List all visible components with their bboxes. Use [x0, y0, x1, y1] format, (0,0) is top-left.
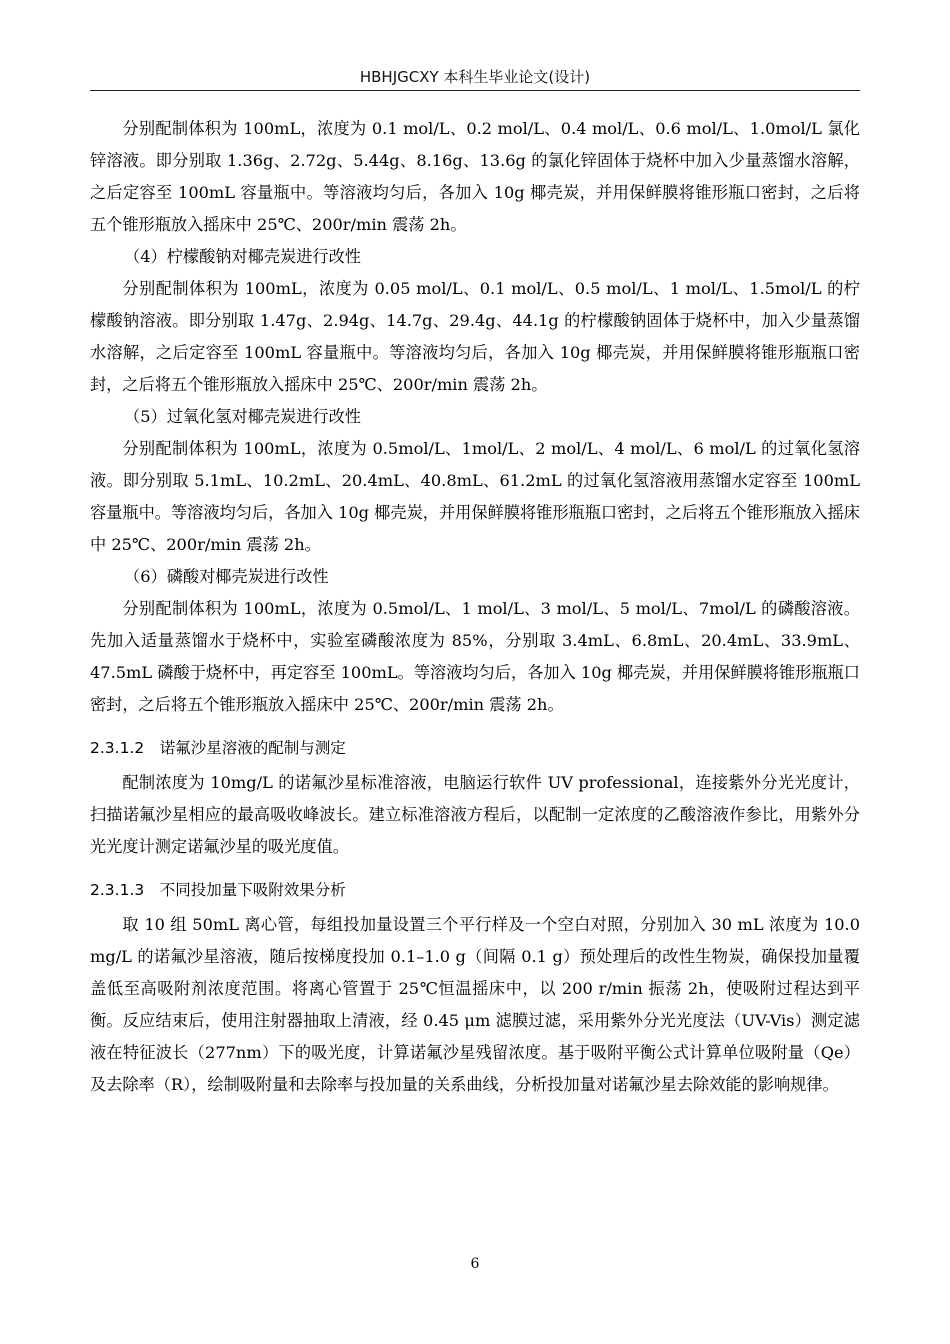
paragraph-zinc-chloride: 分别配制体积为 100mL，浓度为 0.1 mol/L、0.2 mol/L、0.4 mol/L、0.6 mol/L、1.0mol/L 氯化锌溶液。即分别取 1.36g、2.72g、5.44g、8.16g、13.6g 的氯化锌固体于烧杯中加入少量蒸馏水溶解，之后定容至 100mL 容量瓶中。等溶液均匀后，各加入 10g 椰壳炭，并用保鲜膜将锥形瓶口密封，之后将五个锥形瓶放入摇床中 25℃、200r/min 震荡 2h。 — [90, 119, 860, 234]
document-body — [90, 113, 860, 1101]
subheading-sodium-citrate: （4）柠檬酸钠对椰壳炭进行改性 — [124, 247, 361, 266]
paragraph-dosage-analysis: 取 10 组 50mL 离心管，每组投加量设置三个平行样及一个空白对照，分别加入 30 mL 浓度为 10.0 mg/L 的诺氟沙星溶液，随后按梯度投加 0.1–1.0 g（间隔 0.1 g）预处理后的改性生物炭，确保投加量覆盖低至高吸附剂浓度范围。将离心管置于 25℃恒温摇床中，以 200 r/min 振荡 2h，使吸附过程达到平衡。反应结束后，使用注射器抽取上清液，经 0.45 μm 滤膜过滤，采用紫外分光光度法（UV-Vis）测定滤液在特征波长（277nm）下的吸光度，计算诺氟沙星残留浓度。基于吸附平衡公式计算单位吸附量（Qe）及去除率（R），绘制吸附量和去除率与投加量的关系曲线，分析投加量对诺氟沙星去除效能的影响规律。 — [90, 915, 860, 1094]
page-number: 6 — [470, 1256, 480, 1272]
subheading-phosphoric-acid: （6）磷酸对椰壳炭进行改性 — [124, 567, 329, 586]
paragraph-hydrogen-peroxide: 分别配制体积为 100mL，浓度为 0.5mol/L、1mol/L、2 mol/L、4 mol/L、6 mol/L 的过氧化氢溶液。即分别取 5.1mL、10.2mL、20.4mL、40.8mL、61.2mL 的过氧化氢溶液用蒸馏水定容至 100mL 容量瓶中。等溶液均匀后，各加入 10g 椰壳炭，并用保鲜膜将锥形瓶瓶口密封，之后将五个锥形瓶放入摇床中 25℃、200r/min 震荡 2h。 — [90, 439, 860, 554]
section-heading-dosage-analysis: 2.3.1.3 不同投加量下吸附效果分析 — [90, 881, 346, 899]
section-heading-norfloxacin-solution: 2.3.1.2 诺氟沙星溶液的配制与测定 — [90, 739, 346, 757]
header-divider — [90, 90, 860, 91]
paragraph-phosphoric-acid: 分别配制体积为 100mL，浓度为 0.5mol/L、1 mol/L、3 mol/L、5 mol/L、7mol/L 的磷酸溶液。先加入适量蒸馏水于烧杯中，实验室磷酸浓度为 85%，分别取 3.4mL、6.8mL、20.4mL、33.9mL、47.5mL 磷酸于烧杯中，再定容至 100mL。等溶液均匀后，各加入 10g 椰壳炭，并用保鲜膜将锥形瓶瓶口密封，之后将五个锥形瓶放入摇床中 25℃、200r/min 震荡 2h。 — [90, 599, 860, 714]
paragraph-norfloxacin-solution: 配制浓度为 10mg/L 的诺氟沙星标准溶液，电脑运行软件 UV professional，连接紫外分光光度计，扫描诺氟沙星相应的最高吸收峰波长。建立标准溶液方程后，以配制一定浓度的乙酸溶液作参比，用紫外分光光度计测定诺氟沙星的吸光度值。 — [90, 773, 860, 856]
running-header: HBHJGCXY 本科生毕业论文(设计) — [359, 68, 591, 86]
subheading-hydrogen-peroxide: （5）过氧化氢对椰壳炭进行改性 — [124, 407, 361, 426]
paragraph-sodium-citrate: 分别配制体积为 100mL，浓度为 0.05 mol/L、0.1 mol/L、0.5 mol/L、1 mol/L、1.5mol/L 的柠檬酸钠溶液。即分别取 1.47g、2.94g、14.7g、29.4g、44.1g 的柠檬酸钠固体于烧杯中，加入少量蒸馏水溶解，之后定容至 100mL 容量瓶中。等溶液均匀后，各加入 10g 椰壳炭，并用保鲜膜将锥形瓶瓶口密封，之后将五个锥形瓶放入摇床中 25℃、200r/min 震荡 2h。 — [90, 279, 860, 394]
